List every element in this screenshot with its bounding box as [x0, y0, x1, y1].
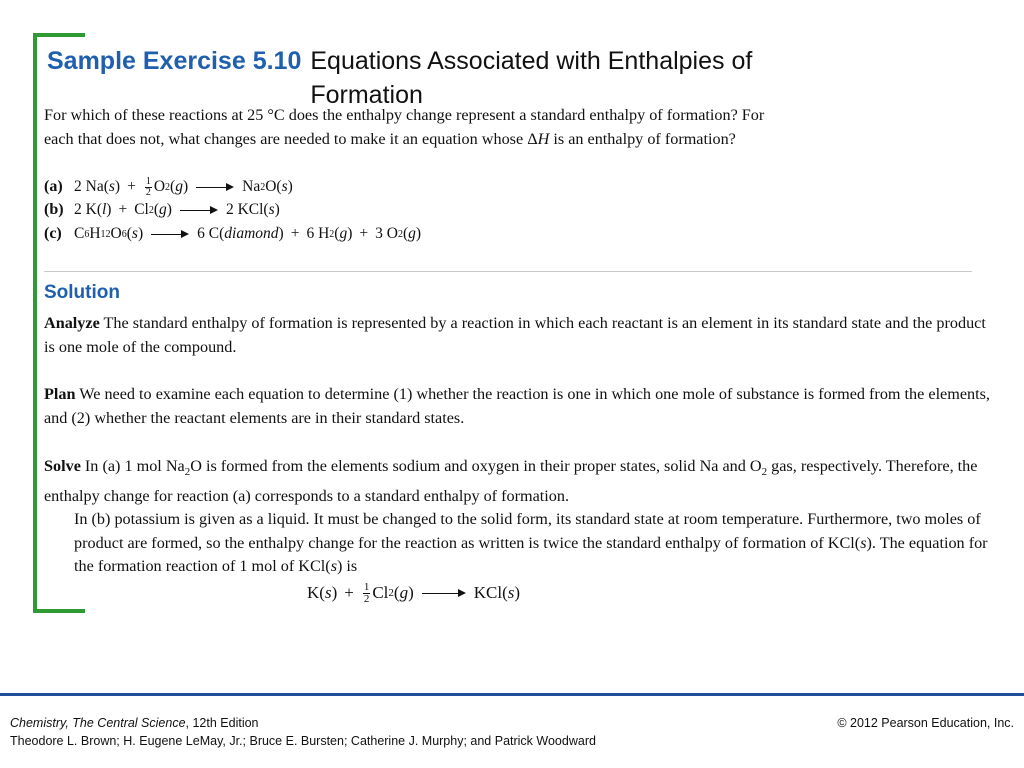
reaction-a — [44, 175, 293, 199]
reaction-c-equation: C 6 H 12 O 6 ( s ) 6 C( diamond ) + 6 H 2 ( g ) + 3 O 2 ( g ) — [74, 225, 422, 242]
solution-heading: Solution — [44, 282, 120, 303]
solve-part-2: In (b) potassium is given as a liquid. It must be changed to the solid form, its standard state at room temperature. Furthermore, two moles of product are formed, so the enthalpy change for the reaction as written is twice the standard enthalpy of formation of KCl(s). The equation for the formation reaction of 1 mol of KCl(s) is — [74, 510, 988, 576]
reaction-arrow-icon — [180, 205, 218, 215]
reaction-b — [44, 198, 280, 222]
analyze-text: The standard enthalpy of formation is represented by a reaction in which each reactant is an element in its standard state and the product is one mole of the compound. — [44, 314, 986, 356]
plan-paragraph — [44, 383, 994, 430]
reaction-arrow-icon — [422, 588, 466, 598]
reaction-a-equation: 2 Na( s ) + $\frac{1}{2}$ O 2 ( g ) Na 2 O( s ) — [74, 175, 293, 198]
slide-title — [47, 44, 927, 112]
reaction-a-tag: (a) — [44, 178, 63, 195]
book-title: Chemistry, The Central Science — [10, 716, 186, 730]
footer-citation — [10, 714, 596, 750]
green-bracket-top — [33, 33, 85, 37]
exercise-label: Sample Exercise 5.10 — [47, 47, 302, 75]
footer-book — [10, 714, 596, 732]
plan-label: Plan — [44, 385, 76, 403]
question-line-1: For which of these reactions at 25 °C does the enthalpy change represent a standard enthalpy of formation? For — [44, 106, 765, 124]
reaction-arrow-icon — [151, 229, 189, 239]
solve-part-1: Solve In (a) 1 mol $Na_2O$ is formed from the elements sodium and oxygen in their proper states, solid Na and $O_2$ gas, respectively. Therefore, the enthalpy change for reaction (a) corresponds to a standard enthalpy of formation. — [44, 457, 978, 505]
green-bracket-vertical — [33, 33, 37, 613]
question-text — [44, 104, 994, 151]
reaction-b-tag: (b) — [44, 201, 64, 218]
solve-paragraph — [44, 455, 994, 579]
footer-copyright: © 2012 Pearson Education, Inc. — [837, 716, 1014, 730]
reaction-arrow-icon — [196, 182, 234, 192]
footer-divider — [0, 693, 1024, 696]
analyze-paragraph — [44, 312, 994, 359]
reaction-c-tag: (c) — [44, 225, 62, 242]
section-divider — [44, 271, 972, 272]
analyze-label: Analyze — [44, 314, 100, 332]
exercise-topic: Equations Associated with Enthalpies of Formation — [310, 47, 753, 109]
reaction-b-equation: 2 K( l ) + Cl 2 ( g ) 2 KCl( s ) — [74, 201, 280, 218]
plan-text: We need to examine each equation to determine (1) whether the reaction is one in which one mole of substance is formed from the elements, and (2) whether the reactant elements are in their standard states. — [44, 385, 990, 427]
book-edition: , 12th Edition — [185, 716, 259, 730]
footer-authors: Theodore L. Brown; H. Eugene LeMay, Jr.; Bruce E. Bursten; Catherine J. Murphy; and Patrick Woodward — [10, 734, 596, 748]
formation-equation: K( s ) + $\frac{1}{2}$ Cl 2 ( g ) KCl( s ) — [307, 580, 521, 605]
green-bracket-bottom — [33, 609, 85, 613]
solve-label: Solve — [44, 457, 81, 475]
reaction-c — [44, 222, 421, 246]
question-line-2: each that does not, what changes are needed to make it an equation whose ΔH is an enthalpy of formation? — [44, 129, 736, 148]
